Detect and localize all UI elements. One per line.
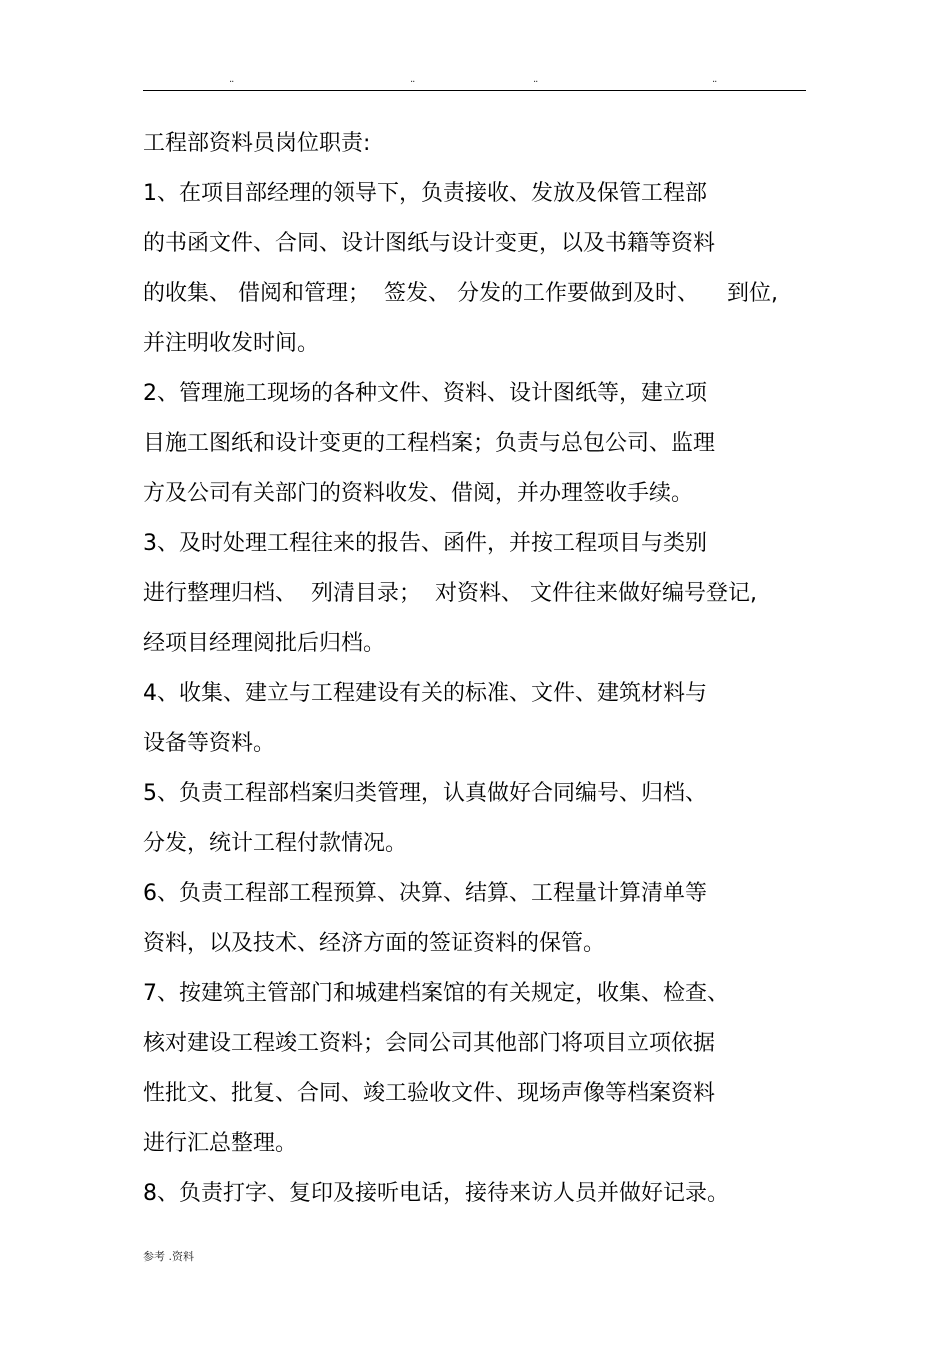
text-line: 2、管理施工现场的各种文件、资料、设计图纸等，建立项	[143, 381, 707, 406]
text-line: 分发，统计工程付款情况。	[143, 831, 408, 856]
text-line: 资料，以及技术、经济方面的签证资料的保管。	[143, 931, 606, 956]
text-line: 进行汇总整理。	[143, 1131, 298, 1156]
header-mark: ..	[410, 74, 415, 85]
document-body	[143, 125, 823, 1225]
page-header-marks	[0, 74, 950, 88]
text-line: 核对建设工程竣工资料；会同公司其他部门将项目立项依据	[143, 1031, 716, 1056]
header-mark: ..	[533, 74, 538, 85]
text-line: 的收集、 借阅和管理； 签发、 分发的工作要做到及时、 到位,	[143, 281, 778, 306]
text-line: 目施工图纸和设计变更的工程档案；负责与总包公司、监理	[143, 431, 716, 456]
header-mark: ..	[712, 74, 717, 85]
text-line: 1、在项目部经理的领导下，负责接收、发放及保管工程部	[143, 181, 707, 206]
header-divider	[143, 90, 806, 91]
text-line: 3、及时处理工程往来的报告、函件，并按工程项目与类别	[143, 531, 707, 556]
text-line: 5、负责工程部档案归类管理，认真做好合同编号、归档、	[143, 781, 707, 806]
text-line: 方及公司有关部门的资料收发、借阅，并办理签收手续。	[143, 481, 694, 506]
text-line: 进行整理归档、 列清目录； 对资料、 文件往来做好编号登记,	[143, 581, 757, 606]
text-line: 6、负责工程部工程预算、决算、结算、工程量计算清单等	[143, 881, 707, 906]
document-title: 工程部资料员岗位职责:	[143, 131, 371, 156]
text-line: 设备等资料。	[143, 731, 276, 756]
text-line: 4、收集、建立与工程建设有关的标准、文件、建筑材料与	[143, 681, 707, 706]
text-line: 8、负责打字、复印及接听电话，接待来访人员并做好记录。	[143, 1181, 729, 1206]
text-line: 的书函文件、合同、设计图纸与设计变更，以及书籍等资料	[143, 231, 716, 256]
text-line: 7、按建筑主管部门和城建档案馆的有关规定，收集、检查、	[143, 981, 729, 1006]
text-line: 经项目经理阅批后归档。	[143, 631, 386, 656]
header-mark: ..	[229, 74, 234, 85]
page-footer: 参考 .资料	[143, 1250, 194, 1263]
text-line: 性批文、批复、合同、竣工验收文件、现场声像等档案资料	[143, 1081, 716, 1106]
text-line: 并注明收发时间。	[143, 331, 320, 356]
